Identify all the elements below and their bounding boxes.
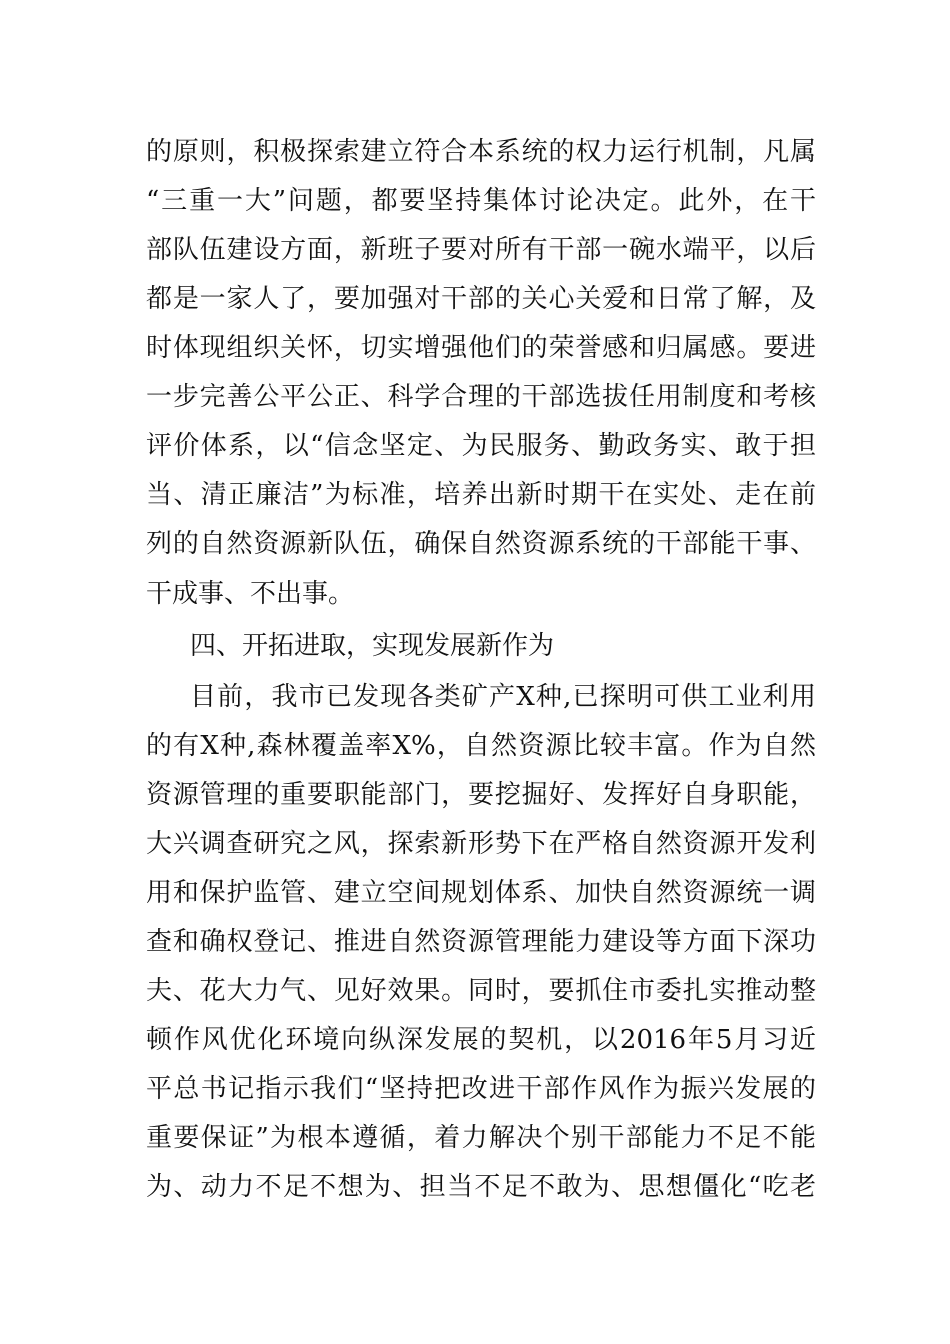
text-line-8: 当、清正廉洁”为标准，培养出新时期干在实处、走在前 [146, 480, 816, 510]
text-line-13: 的有X种,森林覆盖率X%，自然资源比较丰富。作为自然 [146, 731, 816, 761]
text-line-9: 列的自然资源新队伍，确保自然资源系统的干部能干事、 [146, 529, 816, 559]
text-line-4: 都是一家人了，要加强对干部的关心关爱和日常了解，及 [146, 284, 816, 314]
text-line-5: 时体现组织关怀，切实增强他们的荣誉感和归属感。要进 [146, 333, 816, 363]
text-line-14: 资源管理的重要职能部门，要挖掘好、发挥好自身职能， [146, 780, 816, 810]
text-line-20: 平总书记指示我们“坚持把改进干部作风作为振兴发展的 [146, 1074, 816, 1104]
text-line-19: 顿作风优化环境向纵深发展的契机，以2016年5月习近 [146, 1025, 816, 1055]
text-line-12: 目前，我市已发现各类矿产X种,已探明可供工业利用 [190, 682, 816, 712]
text-line-6: 一步完善公平公正、科学合理的干部选拔任用制度和考核 [146, 382, 816, 412]
text-line-7: 评价体系，以“信念坚定、为民服务、勤政务实、敢于担 [146, 431, 816, 461]
text-line-21: 重要保证”为根本遵循，着力解决个别干部能力不足不能 [146, 1123, 816, 1153]
section-heading: 四、开拓进取，实现发展新作为 [190, 631, 555, 661]
text-line-17: 查和确权登记、推进自然资源管理能力建设等方面下深功 [146, 927, 816, 957]
text-line-18: 夫、花大力气、见好效果。同时，要抓住市委扎实推动整 [146, 976, 816, 1006]
text-line-1: 的原则，积极探索建立符合本系统的权力运行机制，凡属 [146, 137, 816, 167]
text-line-3: 部队伍建设方面，新班子要对所有干部一碗水端平，以后 [146, 235, 816, 265]
text-line-2: “三重一大”问题，都要坚持集体讨论决定。此外，在干 [146, 186, 816, 216]
text-line-10: 干成事、不出事。 [146, 579, 355, 609]
text-line-16: 用和保护监管、建立空间规划体系、加快自然资源统一调 [146, 878, 816, 908]
text-line-22: 为、动力不足不想为、担当不足不敢为、思想僵化“吃老 [146, 1172, 816, 1202]
text-line-15: 大兴调查研究之风，探索新形势下在严格自然资源开发利 [146, 829, 816, 859]
